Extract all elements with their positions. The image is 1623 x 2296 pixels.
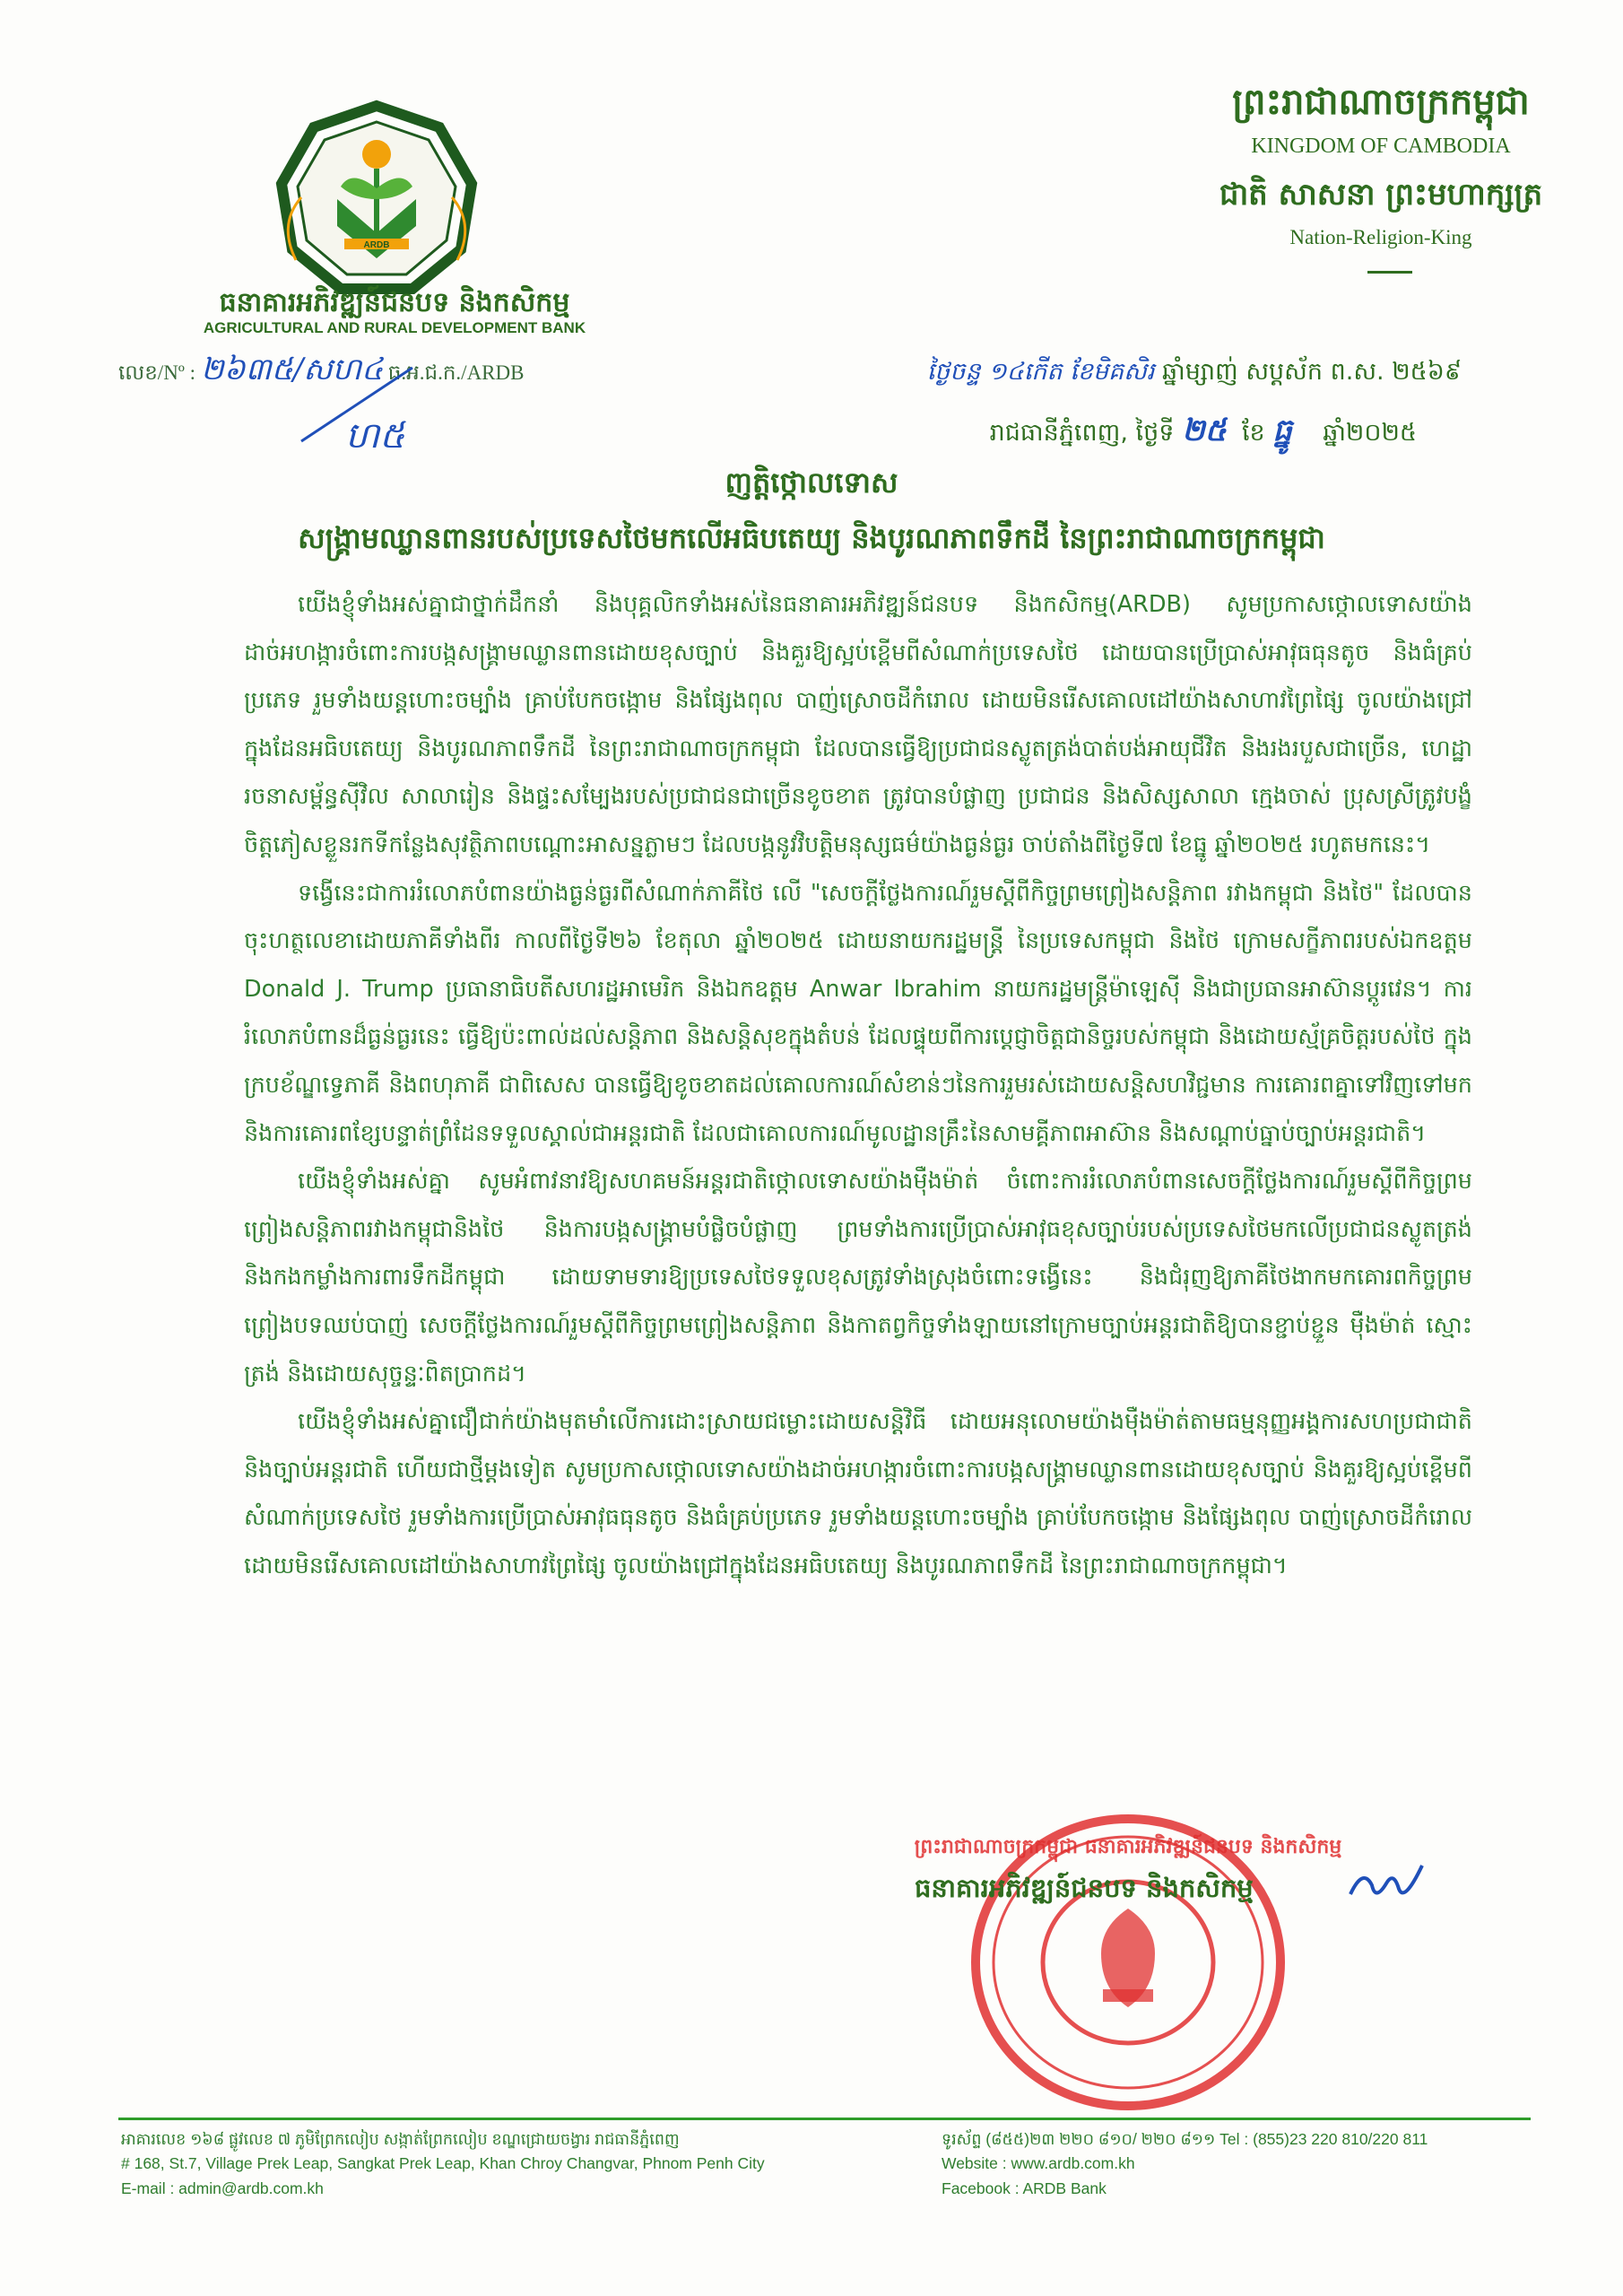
date-month: ធ្នូ — [1272, 413, 1292, 448]
date-place: រាជធានីភ្នំពេញ, ថ្ងៃទី — [989, 419, 1175, 447]
seal-text: ព្រះរាជាណាចក្រកម្ពុជា ធនាគារអភិវឌ្ឍន៍ជនបទ និងកសិកម្ម — [914, 1835, 1342, 1858]
ref-label: លេខ/Nº : — [118, 361, 196, 384]
motto-divider — [1367, 271, 1412, 274]
handwritten-signature — [1345, 1858, 1426, 1912]
ref-initial-handwritten: ហ៥ — [345, 415, 405, 457]
footer-email: E-mail : admin@ardb.com.kh — [121, 2179, 324, 2197]
paragraph-4: យើងខ្ញុំទាំងអស់គ្នាជឿជាក់យ៉ាងមុតមាំលើការដោះស្រាយជម្លោះដោយសន្តិវិធី ដោយអនុលោមយ៉ាងម៉ឺងម៉ាត់តាមធម្មនុញ្ញអង្គការសហប្រជាជាតិ និងច្បាប់អន្តរជាតិ ហើយជាថ្មីម្តងទៀត សូមប្រកាសថ្កោលទោសយ៉ាងដាច់អហង្ការចំពោះការបង្កសង្គ្រាមឈ្លានពានដោយខុសច្បាប់ និងគួរឱ្យស្អប់ខ្ពើមពីសំណាក់ប្រទេសថៃ រួមទាំងការប្រើប្រាស់អាវុធធុនតូច និងធំគ្រប់ប្រភេទ រួមទាំងយន្តហោះចម្បាំង គ្រាប់បែកចង្កោម និងផ្សែងពុល បាញ់ស្រោចដីកំរោល ដោយមិនរើសគោលដៅយ៉ាងសាហាវព្រៃផ្សៃ ចូលយ៉ាងជ្រៅក្នុងដែនអធិបតេយ្យ និងបូរណភាពទឹកដី នៃព្រះរាជាណាចក្រកម្ពុជា។ — [244, 1408, 1472, 1579]
ref-suffix: ធ.អ.ជ.ក./ARDB — [387, 361, 525, 384]
ref-number-handwritten: ២៦៣៥/សហ៤ — [200, 352, 384, 387]
footer-phone: ទូរស័ព្ទ (៨៥៥)២៣ ២២០ ៨១០/ ២២០ ៨១១ Tel : (855)23 220 810/220 811 — [942, 2130, 1428, 2148]
paragraph-2: ទង្វើនេះជាការរំលោភបំពានយ៉ាងធ្ងន់ធ្ងរពីសំណាក់ភាគីថៃ លើ "សេចក្តីថ្លែងការណ៍រួមស្តីពីកិច្ចព្រមព្រៀងសន្តិភាព រវាងកម្ពុជា និងថៃ" ដែលបានចុះហត្ថលេខាដោយភាគីទាំងពីរ កាលពីថ្ងៃទី២៦ ខែតុលា ឆ្នាំ២០២៥ ដោយនាយករដ្ឋមន្ត្រី នៃប្រទេសកម្ពុជា និងថៃ ក្រោមសក្ខីភាពរបស់ឯកឧត្តម Donald J. Trump ប្រធានាធិបតីសហរដ្ឋអាមេរិក និងឯកឧត្តម Anwar Ibrahim នាយករដ្ឋមន្ត្រីម៉ាឡេស៊ី និងជាប្រធានអាស៊ានប្តូរវេន។ ការរំលោភបំពានដ៏ធ្ងន់ធ្ងរនេះ ធ្វើឱ្យប៉ះពាល់ដល់សន្តិភាព និងសន្តិសុខក្នុងតំបន់ ដែលផ្ទុយពីការប្តេជ្ញាចិត្តជានិច្ចរបស់កម្ពុជា និងដោយស្ម័គ្រចិត្តរបស់ថៃ ក្នុងក្របខ័ណ្ឌទ្វេភាគី និងពហុភាគី ជាពិសេស បានធ្វើឱ្យខូចខាតដល់គោលការណ៍សំខាន់ៗនៃការរួមរស់ដោយសន្តិសហវិជ្ជមាន ការគោរពគ្នាទៅវិញទៅមក និងការគោរពខ្សែបន្ទាត់ព្រំដែនទទួលស្គាល់ជាអន្តរជាតិ ដែលជាគោលការណ៍មូលដ្ឋានគ្រឹះនៃសាមគ្គីភាពអាស៊ាន និងសណ្តាប់ធ្នាប់ច្បាប់អន្តរជាតិ។ — [244, 879, 1472, 1147]
footer-address-en: # 168, St.7, Village Prek Leap, Sangkat Prek Leap, Khan Chroy Changvar, Phnom Penh City — [121, 2154, 765, 2172]
motto-en: Nation-Religion-King — [1289, 226, 1472, 248]
logo-text: ARDB — [363, 240, 390, 250]
solar-date-line — [834, 411, 1417, 456]
lunar-date-printed: ឆ្នាំម្សាញ់ សប្តស័ក ព.ស. ២៥៦៩ — [1161, 358, 1462, 386]
footer-facebook: Facebook : ARDB Bank — [942, 2179, 1107, 2197]
ardb-logo — [269, 99, 484, 305]
lunar-date-handwritten: ថ្ងៃចន្ទ ១៤កើត ខែមិគសិរ — [926, 358, 1155, 386]
lunar-date-line — [834, 357, 1462, 392]
document-body — [244, 581, 1472, 1590]
signer-name: ធនាគារអភិវឌ្ឍន៍ជនបទ និងកសិកម្ម — [915, 1873, 1254, 1903]
date-year: ឆ្នាំ២០២៥ — [1323, 419, 1417, 447]
footer-divider — [118, 2118, 1531, 2120]
motto-kh: ជាតិ សាសនា ព្រះមហាក្សត្រ — [1219, 177, 1543, 213]
footer-address-kh: អាគារលេខ ១៦៨ ផ្លូវលេខ ៧ ភូមិព្រែកលៀប សង្កាត់ព្រែកលៀប ខណ្ឌជ្រោយចង្វារ រាជធានីភ្នំពេញ — [121, 2130, 680, 2148]
bank-name-kh: ធនាគារអភិវឌ្ឍន៍ជនបទ និងកសិកម្ម — [219, 287, 570, 318]
footer-website: Website : www.ardb.com.kh — [942, 2154, 1135, 2172]
date-month-label: ខែ — [1241, 419, 1265, 447]
document-title: ញត្តិថ្កោលទោស — [725, 465, 898, 500]
kingdom-en: KINGDOM OF CAMBODIA — [1251, 135, 1511, 158]
kingdom-kh: ព្រះរាជាណាចក្រកម្ពុជា — [1232, 81, 1530, 123]
paragraph-3: យើងខ្ញុំទាំងអស់គ្នា សូមអំពាវនាវឱ្យសហគមន៍អន្តរជាតិថ្កោលទោសយ៉ាងម៉ឺងម៉ាត់ ចំពោះការរំលោភបំពានសេចក្តីថ្លែងការណ៍រួមស្តីពីកិច្ចព្រមព្រៀងសន្តិភាពរវាងកម្ពុជានិងថៃ និងការបង្កសង្គ្រាមបំផ្លិចបំផ្លាញ ព្រមទាំងការប្រើប្រាស់អាវុធខុសច្បាប់របស់ប្រទេសថៃមកលើប្រជាជនស្លូតត្រង់ និងកងកម្លាំងការពារទឹកដីកម្ពុជា ដោយទាមទារឱ្យប្រទេសថៃទទួលខុសត្រូវទាំងស្រុងចំពោះទង្វើនេះ និងជំរុញឱ្យភាគីថៃងាកមកគោរពកិច្ចព្រមព្រៀងបទឈប់បាញ់ សេចក្តីថ្លែងការណ៍រួមស្តីពីកិច្ចព្រមព្រៀងសន្តិភាព និងកាតព្វកិច្ចទាំងឡាយនៅក្រោមច្បាប់អន្តរជាតិឱ្យបានខ្ជាប់ខ្ជួន ម៉ឺងម៉ាត់ ស្មោះត្រង់ និងដោយសុច្ចន្ទៈពិតប្រាកដ។ — [244, 1168, 1472, 1387]
document-subtitle: សង្គ្រាមឈ្លានពានរបស់ប្រទេសថៃមកលើអធិបតេយ្យ និងបូរណភាពទឹកដី នៃព្រះរាជាណាចក្រកម្ពុជា — [298, 521, 1325, 555]
official-seal — [914, 1810, 1342, 2115]
bank-name-en: AGRICULTURAL AND RURAL DEVELOPMENT BANK — [203, 319, 586, 336]
date-day: ២៥ — [1181, 413, 1227, 448]
paragraph-1: យើងខ្ញុំទាំងអស់គ្នាជាថ្នាក់ដឹកនាំ និងបុគ្គលិកទាំងអស់នៃធនាគារអភិវឌ្ឍន៍ជនបទ និងកសិកម្ម(ARDB) សូមប្រកាសថ្កោលទោសយ៉ាងដាច់អហង្ការចំពោះការបង្កសង្គ្រាមឈ្លានពានដោយខុសច្បាប់ និងគួរឱ្យស្អប់ខ្ពើមពីសំណាក់ប្រទេសថៃ ដោយបានប្រើប្រាស់អាវុធធុនតូច និងធំគ្រប់ប្រភេទ រួមទាំងយន្តហោះចម្បាំង គ្រាប់បែកចង្កោម និងផ្សែងពុល បាញ់ស្រោចដីកំរោល ដោយមិនរើសគោលដៅយ៉ាងសាហាវព្រៃផ្សៃ ចូលយ៉ាងជ្រៅក្នុងដែនអធិបតេយ្យ និងបូរណភាពទឹកដី នៃព្រះរាជាណាចក្រកម្ពុជា ដែលបានធ្វើឱ្យប្រជាជនស្លូតត្រង់បាត់បង់អាយុជីវិត និងរងរបួសជាច្រើន, ហេដ្ឋារចនាសម្ព័ន្ធស៊ីវិល សាលារៀន និងផ្ទះសម្បែងរបស់ប្រជាជនជាច្រើនខូចខាត ត្រូវបានបំផ្លាញ ប្រជាជន និងសិស្សសាលា ក្មេងចាស់ ប្រុសស្រីត្រូវបង្ខំចិត្តភៀសខ្លួនរកទីកន្លែងសុវត្ថិភាពបណ្តោះអាសន្នភ្លាមៗ ដែលបង្កនូវវិបត្តិមនុស្សធម៌យ៉ាងធ្ងន់ធ្ងរ ចាប់តាំងពីថ្ងៃទី៧ ខែធ្នូ ឆ្នាំ២០២៥ រហូតមកនេះ។ — [244, 591, 1472, 858]
